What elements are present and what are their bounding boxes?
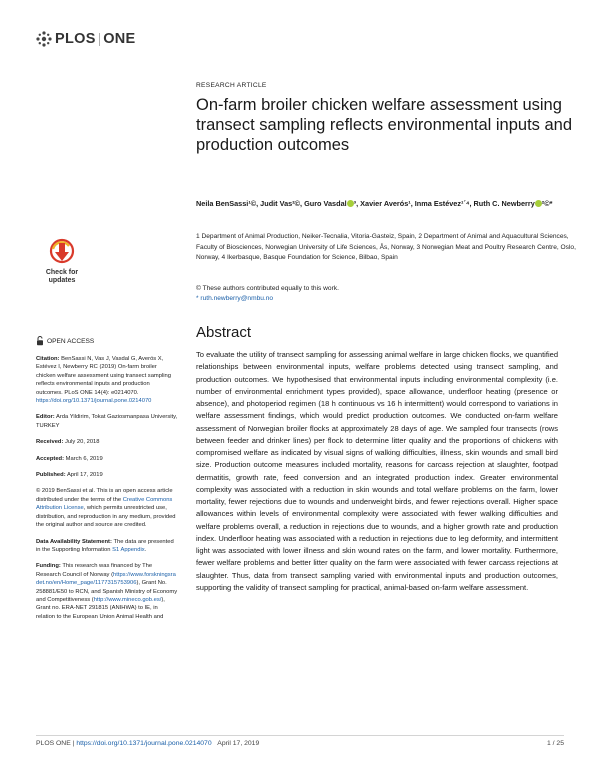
citation-doi-link[interactable]: https://doi.org/10.1371/journal.pone.0214070 [36, 398, 152, 405]
equal-contribution-note: © These authors contributed equally to this work. [196, 285, 339, 292]
s1-appendix-link[interactable]: S1 Appendix [112, 546, 145, 553]
affiliations: 1 Department of Animal Production, Neiker-Tecnalia, Vitoria-Gasteiz, Spain, 2 Department of Animal and Aquacultural Sciences, Faculty of Biosciences, Norwegian University of Life Sciences, Ås, Norway, 3 Norwegian Meat and Poultry Research Centre, Oslo, Norway, 4 Ikerbasque, Basque Foundation for Science, Bilbao, Spain [196, 233, 576, 261]
citation-text: BenSassi N, Vas J, Vasdal G, Averós X, Estévez I, Newberry RC (2019) On-farm broiler chicken welfare assessment using transect sampling reflects environmental inputs and production outcomes. PLoS ONE 14(4): e0214070. [36, 356, 172, 396]
footer-doi-link[interactable]: https://doi.org/10.1371/journal.pone.0214070 [76, 740, 212, 747]
received-date: July 20, 2018 [65, 439, 100, 446]
funding-link-mineco[interactable]: http://www.mineco.gob.es/ [93, 596, 162, 603]
funding-block [36, 562, 178, 621]
authors-part-1: Neila BenSassi¹©, Judit Vas²©, Guro Vasdal [196, 199, 347, 208]
data-availability-text: The data are presented in the Supporting Information [36, 538, 174, 553]
footer-journal: PLOS ONE [36, 740, 71, 747]
corresponding-email-link[interactable]: * ruth.newberry@nmbu.no [196, 295, 274, 302]
copyright-text-1: © 2019 BenSassi et al. This is an open access article distributed under the terms of the [36, 488, 173, 503]
article-metadata [36, 355, 178, 629]
page-footer [36, 740, 259, 747]
citation-label: Citation: [36, 356, 60, 362]
editor-label: Editor: [36, 414, 55, 421]
editor-block [36, 413, 178, 430]
copyright-text-2: , which permits unrestricted use, distribution, and reproduction in any medium, provided the original author and source are credited. [36, 505, 176, 529]
orcid-icon[interactable] [535, 200, 542, 207]
published-date: April 17, 2019 [66, 472, 103, 479]
authors-part-2: ³, Xavier Averós¹, Inma Estévez¹´⁴, Ruth C. Newberry [353, 199, 535, 208]
received-label: Received: [36, 439, 64, 446]
logo-divider [99, 33, 101, 46]
accepted-label: Accepted: [36, 455, 65, 462]
logo-text-plos: PLOS [55, 31, 96, 47]
abstract-heading: Abstract [196, 324, 252, 341]
page-number: 1 / 25 [546, 740, 564, 747]
article-type: RESEARCH ARTICLE [196, 82, 267, 89]
plos-logo-icon [36, 31, 52, 47]
data-availability-block [36, 538, 178, 555]
citation-block [36, 355, 178, 405]
funding-label: Funding: [36, 563, 61, 570]
open-access-label [36, 336, 94, 346]
open-lock-icon [36, 336, 44, 346]
funding-text-2: ), Grant No. 258881/E50 to RCN, and Spanish Ministry of Economy and Competitiveness ( [36, 580, 178, 603]
data-availability-end: . [144, 546, 147, 553]
footer-date: April 17, 2019 [217, 740, 260, 747]
funding-text-3: ), Grant no. ERA-NET 291815 (ANIHWA) to IE, in relation to the European Union Animal Health and [36, 596, 165, 620]
check-label-line2: updates [48, 277, 76, 284]
editor-text: Arda Yildirim, Tokat Gaziosmanpasa University, TURKEY [36, 414, 178, 429]
funding-link-rcn[interactable]: https://www.forskningsradet.no/en/Home_page/1177315753906 [36, 571, 176, 587]
check-for-updates-label[interactable] [36, 269, 88, 285]
data-availability-label: Data Availability Statement: [36, 538, 112, 545]
article-title: On-farm broiler chicken welfare assessment using transect sampling reflects environmental inputs and production outcomes [196, 96, 573, 154]
published-block [36, 471, 178, 479]
footer-divider [36, 735, 564, 736]
published-label: Published: [36, 472, 66, 479]
check-for-updates-badge-icon[interactable] [36, 237, 88, 297]
author-list [196, 198, 576, 210]
check-label-line1: Check for [45, 269, 79, 276]
open-access-text: OPEN ACCESS [47, 337, 95, 345]
authors-part-3: ²©* [541, 199, 553, 208]
accepted-date: March 6, 2019 [65, 455, 103, 462]
accepted-block [36, 455, 178, 463]
journal-logo[interactable] [36, 31, 136, 47]
received-block [36, 438, 178, 446]
copyright-block [36, 487, 178, 529]
funding-text-1: This research was financed by The Research Council of Norway ( [36, 563, 153, 578]
abstract-text: To evaluate the utility of transect sampling for assessing animal welfare in large chicken flocks, we quantified relationships between environmental inputs, welfare problems detected using transect sampling, and production outcomes. We hypothesised that environmental inputs including environmental complexity (i.e. number of environmental enrichment types provided), space allowance, underfloor heating (presence or absence), and photoperiod regimen (18 h continuous vs 16 h intermittent) would correspond to variations in welfare assessment findings, which would predict production outcomes. We conducted on-farm welfare assessment of Norwegian broiler flocks at approximately 28 days of age. We sampled four transects (rows between feeder and drinker lines) per flock to determine litter quality and the proportions of chickens with compromised welfare as indicated by visual signs of walking difficulties, illness, skin wounds and small bird size. Production outcome measures included mortality, reasons for carcass rejection at slaughter, footpad dermatitis, growth rate, feed conversion and an integrated production index. Greater environmental complexity was associated with a reduction in skin wounds and total welfare problems on the farm, lower mortality, fewer rejections due to wounds and underweight birds, and fewer rejections overall. Higher space allowances within levels of environmental complexity were associated with fewer walking difficulties and welfare problems overall, a reduction in rejections due to wounds, and a higher growth rate and production index. Underfloor heating was associated with a reduction in rejections due to leg deformity, and intermittent light was associated with lower illness and skin wound rates on the farm, and lower mortality. Furthermore, fewer welfare problems and better litter quality on the farm were associated with fewer carcass rejections at slaughter. Thus, data from transect sampling varied with environmental inputs and production outcomes, supporting the validity of transect sampling for practical, animal-based on-farm welfare assessment. [196, 350, 559, 592]
footer-separator: | [70, 740, 77, 747]
orcid-icon[interactable] [347, 200, 354, 207]
logo-text-one: ONE [103, 31, 136, 47]
license-link[interactable]: Creative Commons Attribution License [36, 496, 173, 512]
